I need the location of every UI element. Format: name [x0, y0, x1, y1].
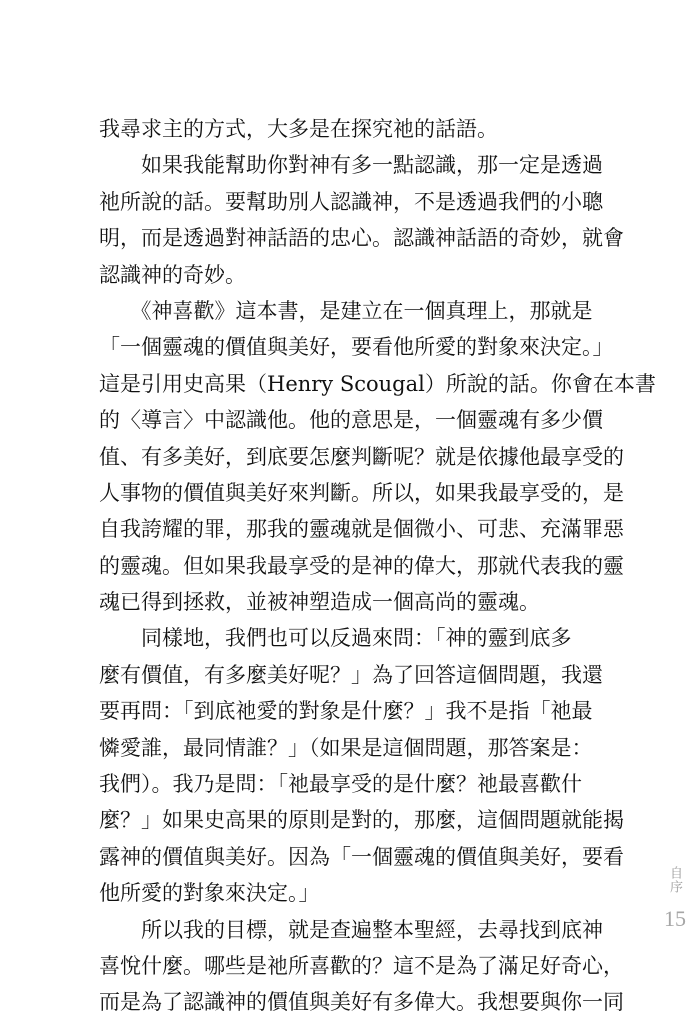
text-line: 自我誇耀的罪，那我的靈魂就是個微小、可悲、充滿罪惡	[99, 517, 624, 542]
text-line: 我們）。我乃是問：「祂最享受的是什麼？祂最喜歡什	[99, 772, 582, 797]
section-label: 自序	[667, 866, 682, 894]
text-line: 《神喜歡》這本書，是建立在一個真理上，那就是	[99, 298, 593, 323]
body-text	[99, 111, 656, 1021]
text-line: 的靈魂。但如果我最享受的是神的偉大，那就代表我的靈	[99, 553, 624, 578]
text-line: 值、有多美好，到底要怎麼判斷呢？就是依據他最享受的	[99, 444, 624, 469]
text-line: 要再問：「到底祂愛的對象是什麼？」我不是指「祂最	[99, 699, 593, 724]
text-line: 明，而是透過對神話語的忠心。認識神話語的奇妙，就會	[99, 226, 624, 251]
text-line: 喜悅什麼。哪些是祂所喜歡的？這不是為了滿足好奇心，	[99, 953, 624, 978]
text-line: 而是為了認識神的價值與美好有多偉大。我想要與你一同	[99, 990, 624, 1015]
text-line: 麼？」如果史高果的原則是對的，那麼，這個問題就能揭	[99, 808, 624, 833]
text-line: 認識神的奇妙。	[99, 262, 246, 287]
text-line: 「一個靈魂的價值與美好，要看他所愛的對象來決定。」	[99, 335, 614, 360]
text-line: 他所愛的對象來決定。」	[99, 881, 320, 906]
text-line: 這是引用史高果（Henry Scougal）所說的話。你會在本書	[99, 371, 656, 396]
text-line: 的〈導言〉中認識他。他的意思是，一個靈魂有多少價	[99, 408, 603, 433]
text-line: 祂所說的話。要幫助別人認識神，不是透過我們的小聰	[99, 189, 603, 214]
text-line: 麼有價值，有多麼美好呢？」為了回答這個問題，我還	[99, 662, 603, 687]
text-line: 憐愛誰，最同情誰？」（如果是這個問題，那答案是：	[99, 735, 593, 760]
text-line: 所以我的目標，就是查遍整本聖經，去尋找到底神	[99, 917, 603, 942]
text-line: 我尋求主的方式，大多是在探究祂的話語。	[99, 117, 498, 141]
page-number: 15	[664, 906, 686, 931]
text-line: 人事物的價值與美好來判斷。所以，如果我最享受的，是	[99, 480, 624, 505]
text-line: 同樣地，我們也可以反過來問：「神的靈到底多	[99, 626, 572, 651]
text-line: 露神的價值與美好。因為「一個靈魂的價值與美好，要看	[99, 844, 624, 869]
text-line: 魂已得到拯救，並被神塑造成一個高尚的靈魂。	[99, 590, 540, 615]
text-line: 如果我能幫助你對神有多一點認識，那一定是透過	[99, 153, 603, 178]
